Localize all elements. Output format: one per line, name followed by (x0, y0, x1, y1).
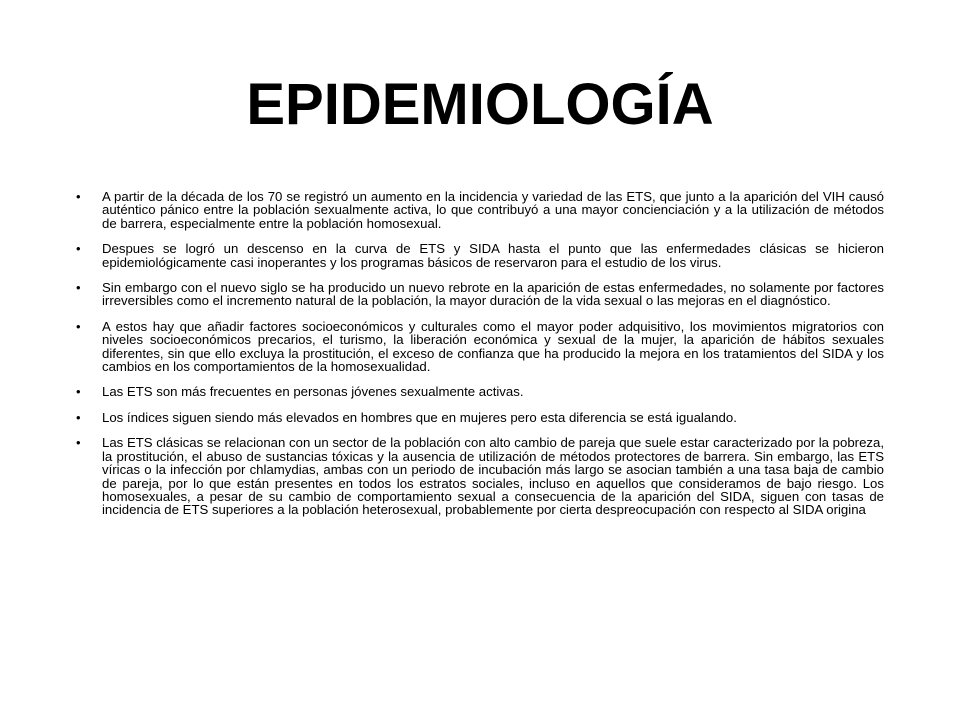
bullet-text: Despues se logró un descenso en la curva de ETS y SIDA hasta el punto que las enfermedades clásicas se hicieron epidemiológicamente casi inoperantes y los programas básicos de reservaron para el estudio de los virus. (102, 241, 884, 270)
bullet-dot-icon: • (76, 280, 81, 296)
bullet-item-6 (72, 411, 884, 424)
bullet-dot-icon: • (76, 435, 81, 451)
bullet-dot-icon: • (76, 318, 81, 334)
bullet-item-7 (72, 436, 884, 516)
bullet-text: Sin embargo con el nuevo siglo se ha producido un nuevo rebrote en la aparición de estas enfermedades, no solamente por factores irreversibles como el incremento natural de la población, la mayor duración de la vida sexual o las mejoras en el diagnóstico. (102, 280, 884, 309)
bullet-text: A partir de la década de los 70 se registró un aumento en la incidencia y variedad de las ETS, que junto a la aparición del VIH causó auténtico pánico entre la población sexualmente activa, lo que contribuyó a una mayor concienciación y a la utilización de métodos de barrera, especialmente entre la población homosexual. (102, 189, 884, 231)
bullet-item-5 (72, 385, 884, 398)
bullet-list (72, 190, 884, 529)
bullet-dot-icon: • (76, 189, 81, 204)
slide-title: EPIDEMIOLOGÍA (246, 72, 714, 137)
bullet-text: Los índices siguen siendo más elevados en hombres que en mujeres pero esta diferencia se está igualando. (102, 409, 737, 425)
bullet-dot-icon: • (76, 409, 81, 425)
bullet-text: Las ETS clásicas se relacionan con un sector de la población con alto cambio de pareja que suele estar caracterizado por la pobreza, la prostitución, el abuso de sustancias tóxicas y la ausencia de utilización de métodos protectores de barrera. Sin embargo, las ETS víricas o la infección por chlamydias, ambas con un periodo de incubación más largo se asocian también a una tasa baja de cambio de pareja, por lo que están presentes en todos los estratos sociales, incluso en aquellos que consideramos de bajo riesgo. Los homosexuales, a pesar de su cambio de comportamiento sexual a consecuencia de la aparición del SIDA, siguen con tasas de incidencia de ETS superiores a la población heterosexual, probablemente por cierta despreocupación con respecto al SIDA origina (102, 435, 884, 518)
bullet-item-2 (72, 242, 884, 269)
bullet-item-4 (72, 320, 884, 374)
bullet-dot-icon: • (76, 384, 81, 400)
bullet-item-1 (72, 190, 884, 230)
bullet-text: A estos hay que añadir factores socioeconómicos y culturales como el mayor poder adquisitivo, los movimientos migratorios con niveles socioeconómicos precarios, el turismo, la liberación económica y sexual de la mujer, la aparición de hábitos sexuales diferentes, sin que ello excluya la prostitución, el exceso de confianza que ha producido la mejora en los tratamientos del SIDA y los cambios en los comportamientos de la homosexualidad. (102, 318, 884, 375)
bullet-item-3 (72, 281, 884, 308)
bullet-dot-icon: • (76, 241, 81, 257)
bullet-text: Las ETS son más frecuentes en personas jóvenes sexualmente activas. (102, 384, 524, 400)
